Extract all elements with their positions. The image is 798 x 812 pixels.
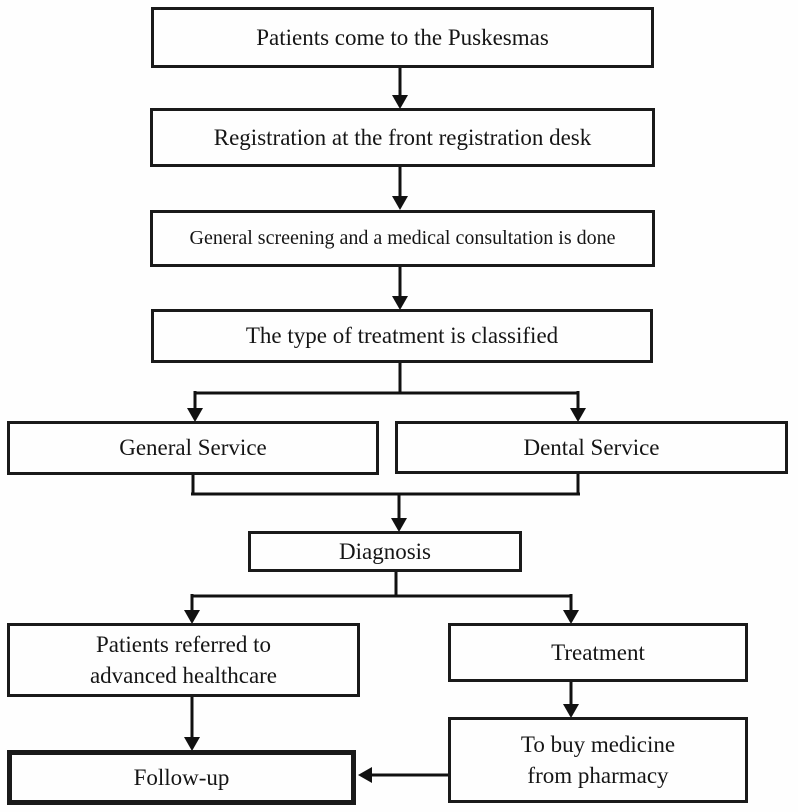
node-diagnosis — [248, 531, 522, 572]
node-label: Registration at the front registration desk — [213, 124, 592, 150]
node-follow-up — [7, 750, 356, 805]
node-treatment — [448, 623, 748, 682]
node-general-service — [7, 421, 379, 475]
node-label: General Service — [119, 435, 267, 461]
node-referred-advanced-healthcare — [7, 623, 360, 697]
node-registration-desk — [150, 108, 655, 167]
arrow-registration-to-screening — [392, 167, 408, 210]
node-label: Dental Service — [523, 434, 660, 460]
node-label: The type of treatment is classified — [245, 323, 559, 349]
arrow-classified-to-services-split — [187, 363, 586, 422]
node-label: Treatment — [551, 639, 645, 665]
arrow-treatment-to-pharmacy — [563, 682, 579, 718]
arrow-referred-to-followup — [184, 697, 200, 751]
arrow-services-to-diagnosis-join — [191, 474, 580, 532]
arrow-puskesmas-to-registration — [392, 68, 408, 109]
node-label: Diagnosis — [339, 538, 431, 564]
node-label: Patients come to the Puskesmas — [256, 24, 549, 50]
node-treatment-classified — [151, 309, 653, 363]
arrow-pharmacy-to-followup — [358, 767, 448, 783]
node-label: Follow-up — [133, 764, 230, 790]
node-dental-service — [395, 421, 788, 474]
node-general-screening — [150, 210, 655, 267]
node-label-line2: advanced healthcare — [89, 663, 278, 688]
node-patients-come-to-puskesmas — [151, 7, 654, 68]
node-label-line2: from pharmacy — [527, 763, 669, 788]
arrow-diagnosis-split — [184, 572, 579, 624]
node-buy-medicine-pharmacy — [448, 717, 748, 803]
node-label-line1: To buy medicine — [520, 731, 676, 757]
node-label: General screening and a medical consultation is done — [189, 227, 616, 249]
node-label-line1: Patients referred to — [96, 631, 271, 657]
arrow-screening-to-classified — [392, 267, 408, 310]
